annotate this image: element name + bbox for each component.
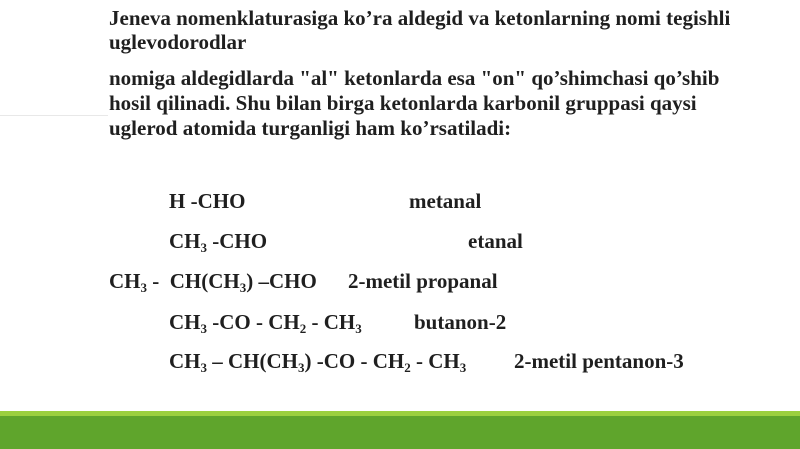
- paragraph-line-3: uglerod atomida turganligi ham ko’rsatiladi:: [109, 116, 512, 140]
- name-2-methylpentanone: 2-metil pentanon-3: [514, 349, 684, 373]
- formula-2-methylpentanone: $CH_3 - CH(CH_3)$ $-CO - CH_2 - CH_3$: [169, 349, 467, 375]
- heading-line-2: uglevodorodlar: [109, 30, 247, 54]
- name-methanal: metanal: [409, 189, 482, 213]
- formula-methanal: H -CHO: [169, 189, 246, 213]
- heading-line-1: Jeneva nomenklaturasiga ko’ra aldegid va ketonlarning nomi tegishli: [109, 6, 731, 30]
- footer-band: [0, 416, 800, 449]
- name-2-methylpropanal: 2-metil propanal: [348, 269, 498, 293]
- formula-ethanal: $CH_3$ -CHO: [169, 229, 268, 255]
- paragraph-line-2: hosil qilinadi. Shu bilan birga ketonlarda karbonil gruppasi qaysi: [109, 91, 697, 115]
- paragraph-line-1: nomiga aldegidlarda "al" ketonlarda esa "on" qo’shimchasi qo’shib: [109, 66, 720, 90]
- name-butanone: butanon-2: [414, 310, 507, 334]
- divider: [0, 115, 108, 116]
- name-ethanal: etanal: [468, 229, 523, 253]
- formula-butanone: $CH_3$ $-CO - CH_2 - CH_3$: [169, 310, 362, 336]
- formula-2-methylpropanal: $CH_3 - CH(CH_3)$ –CHO: [109, 269, 317, 295]
